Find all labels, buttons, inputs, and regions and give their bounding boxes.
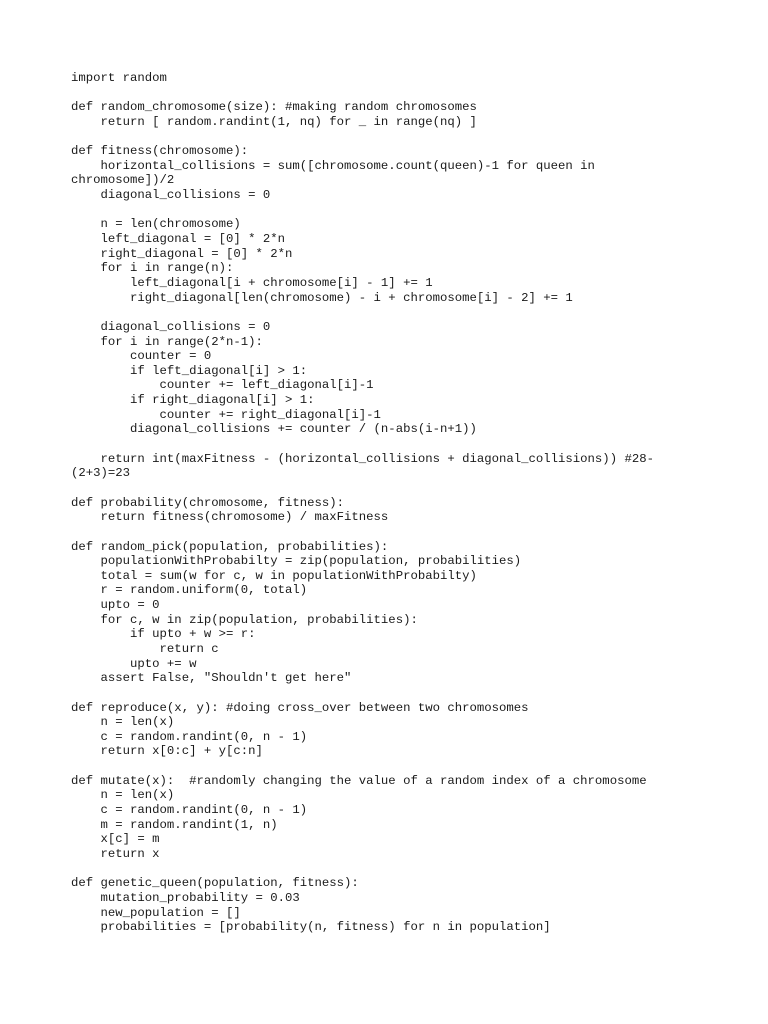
code-line: assert False, "Shouldn't get here"	[71, 671, 352, 686]
code-line: if left_diagonal[i] > 1:	[71, 363, 308, 378]
blank-line	[71, 305, 711, 320]
code-line: left_diagonal[i + chromosome[i] - 1] += 1	[71, 275, 433, 290]
code-line: import random	[71, 71, 167, 85]
code-line: diagonal_collisions += counter / (n-abs(i-n+1))	[71, 422, 477, 437]
code-line: for i in range(2*n-1):	[71, 334, 263, 349]
code-line: upto = 0	[71, 598, 160, 613]
blank-line	[71, 481, 711, 496]
code-line: diagonal_collisions = 0	[71, 188, 271, 203]
code-line: return x	[71, 846, 160, 861]
code-line: return c	[71, 641, 219, 656]
code-line: for i in range(n):	[71, 261, 234, 276]
code-line: def fitness(chromosome):	[71, 144, 249, 159]
code-line: c = random.randint(0, n - 1)	[71, 803, 308, 818]
code-line: (2+3)=23	[71, 466, 131, 481]
code-line: return x[0:c] + y[c:n]	[71, 744, 263, 759]
blank-line	[71, 862, 711, 877]
code-line: counter = 0	[71, 349, 212, 364]
blank-line	[71, 437, 711, 452]
code-line: m = random.randint(1, n)	[71, 817, 278, 832]
code-line: populationWithProbabilty = zip(population, probabilities)	[71, 554, 522, 569]
code-line: n = len(chromosome)	[71, 217, 241, 232]
code-line: total = sum(w for c, w in populationWithProbabilty)	[71, 568, 477, 583]
code-line: for c, w in zip(population, probabilities):	[71, 612, 418, 627]
code-line: def random_pick(population, probabilities):	[71, 539, 389, 554]
code-line: right_diagonal = [0] * 2*n	[71, 246, 293, 261]
code-line: def genetic_queen(population, fitness):	[71, 876, 359, 891]
code-line: horizontal_collisions = sum([chromosome.count(queen)-1 for queen in	[71, 158, 595, 173]
code-line: left_diagonal = [0] * 2*n	[71, 232, 286, 247]
blank-line	[71, 86, 711, 101]
code-line: counter += right_diagonal[i]-1	[71, 407, 381, 422]
code-block	[71, 71, 711, 935]
code-line: right_diagonal[len(chromosome) - i + chromosome[i] - 2] += 1	[71, 290, 573, 305]
code-line: diagonal_collisions = 0	[71, 319, 271, 334]
code-line: c = random.randint(0, n - 1)	[71, 729, 308, 744]
code-line: return fitness(chromosome) / maxFitness	[71, 510, 389, 525]
code-line: upto += w	[71, 656, 197, 671]
code-line: def random_chromosome(size): #making random chromosomes	[71, 100, 477, 115]
code-line: def probability(chromosome, fitness):	[71, 495, 345, 510]
code-line: def mutate(x): #randomly changing the value of a random index of a chromosome	[71, 773, 647, 788]
code-line: if right_diagonal[i] > 1:	[71, 393, 315, 408]
code-line: r = random.uniform(0, total)	[71, 583, 308, 598]
code-line: chromosome])/2	[71, 173, 175, 188]
blank-line	[71, 759, 711, 774]
code-line: probabilities = [probability(n, fitness) for n in population]	[71, 920, 551, 935]
code-line: return int(maxFitness - (horizontal_collisions + diagonal_collisions)) #28-	[71, 451, 654, 466]
code-line: x[c] = m	[71, 832, 160, 847]
blank-line	[71, 203, 711, 218]
blank-line	[71, 525, 711, 540]
blank-line	[71, 686, 711, 701]
code-line: n = len(x)	[71, 715, 175, 730]
code-line: return [ random.randint(1, nq) for _ in range(nq) ]	[71, 114, 477, 129]
code-line: if upto + w >= r:	[71, 627, 256, 642]
code-line: new_population = []	[71, 905, 241, 920]
blank-line	[71, 130, 711, 145]
code-line: def reproduce(x, y): #doing cross_over between two chromosomes	[71, 700, 529, 715]
code-line: counter += left_diagonal[i]-1	[71, 378, 374, 393]
code-line: n = len(x)	[71, 788, 175, 803]
code-line: mutation_probability = 0.03	[71, 890, 300, 905]
